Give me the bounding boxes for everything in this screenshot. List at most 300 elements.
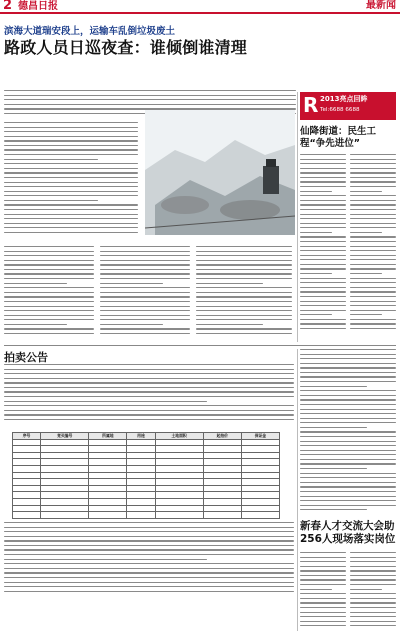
auction-cell: [127, 465, 155, 472]
auction-cell: [127, 505, 155, 512]
text-line-placeholder: [196, 310, 292, 311]
text-line-placeholder: [350, 236, 396, 237]
text-line-placeholder: [300, 418, 396, 419]
auction-cell: [203, 472, 241, 479]
text-line-placeholder: [4, 387, 294, 388]
text-line-placeholder: [4, 154, 138, 155]
auction-cell: [203, 479, 241, 486]
text-line-placeholder: [300, 319, 346, 320]
text-line-placeholder: [4, 391, 294, 392]
text-line-placeholder: [300, 227, 346, 228]
text-line-placeholder: [4, 405, 294, 406]
auction-cell: [41, 446, 89, 453]
text-line-placeholder: [300, 259, 346, 260]
auction-cell: [127, 439, 155, 446]
text-line-placeholder: [4, 554, 294, 555]
text-line-placeholder: [300, 223, 346, 224]
text-line-placeholder: [350, 296, 396, 297]
text-line-placeholder: [300, 454, 396, 455]
text-line-placeholder: [4, 204, 138, 205]
text-line-placeholder: [350, 579, 396, 580]
text-line-placeholder: [350, 259, 396, 260]
text-line-placeholder: [300, 445, 396, 446]
lead-kicker: 滨海大道瑞安段上，运输车乱倒垃圾废土: [4, 26, 176, 37]
lead-headline: 路政人员日巡夜查：谁倾倒谁清理: [4, 38, 248, 57]
text-line-placeholder: [350, 241, 396, 242]
auction-cell: [127, 492, 155, 499]
text-line-placeholder: [350, 589, 382, 590]
text-line-placeholder: [300, 570, 346, 571]
text-line-placeholder: [350, 310, 396, 311]
text-line-placeholder: [300, 450, 396, 451]
text-line-placeholder: [300, 399, 396, 400]
sidebar-body-right: [350, 154, 396, 334]
text-line-placeholder: [300, 409, 396, 410]
text-line-placeholder: [4, 269, 94, 270]
text-line-placeholder: [4, 182, 138, 183]
text-line-placeholder: [4, 232, 138, 233]
auction-cell: [127, 512, 155, 519]
col-area: 土地面积: [155, 433, 203, 440]
text-line-placeholder: [350, 305, 396, 306]
auction-row: [13, 498, 280, 505]
text-line-placeholder: [100, 301, 190, 302]
auction-title: 拍卖公告: [4, 351, 48, 364]
lead-photo: [145, 110, 295, 235]
text-line-placeholder: [300, 204, 346, 205]
text-line-placeholder: [300, 363, 396, 364]
text-line-placeholder: [300, 367, 396, 368]
right-column-text: [300, 349, 396, 515]
text-line-placeholder: [300, 358, 396, 359]
text-line-placeholder: [300, 413, 396, 414]
text-line-placeholder: [300, 579, 346, 580]
auction-cell: [41, 492, 89, 499]
text-line-placeholder: [350, 323, 396, 324]
text-line-placeholder: [4, 195, 138, 196]
text-line-placeholder: [350, 177, 396, 178]
text-line-placeholder: [4, 104, 296, 105]
column-divider-right: [297, 92, 298, 342]
text-line-placeholder: [350, 602, 396, 603]
auction-cell: [155, 498, 203, 505]
auction-terms-text: [4, 522, 294, 596]
text-line-placeholder: [350, 204, 396, 205]
text-line-placeholder: [350, 314, 382, 315]
auction-cell: [13, 452, 41, 459]
text-line-placeholder: [196, 315, 292, 316]
text-line-placeholder: [350, 168, 396, 169]
text-line-placeholder: [4, 136, 138, 137]
text-line-placeholder: [350, 181, 396, 182]
text-line-placeholder: [4, 324, 67, 325]
text-line-placeholder: [350, 218, 396, 219]
auction-cell: [155, 459, 203, 466]
text-line-placeholder: [4, 159, 98, 160]
text-line-placeholder: [4, 401, 207, 402]
auction-cell: [89, 452, 127, 459]
text-line-placeholder: [300, 552, 346, 553]
text-line-placeholder: [4, 582, 294, 583]
auction-cell: [155, 446, 203, 453]
text-line-placeholder: [350, 552, 396, 553]
text-line-placeholder: [4, 191, 138, 192]
text-line-placeholder: [300, 268, 346, 269]
auction-row: [13, 465, 280, 472]
text-line-placeholder: [196, 273, 292, 274]
col-location: 所属地: [89, 433, 127, 440]
text-line-placeholder: [100, 264, 190, 265]
text-line-placeholder: [196, 287, 292, 288]
text-line-placeholder: [4, 410, 294, 411]
sidebar-badge: [300, 92, 396, 120]
section-label: 最新闻: [366, 0, 396, 11]
text-line-placeholder: [4, 536, 294, 537]
auction-cell: [89, 498, 127, 505]
text-line-placeholder: [300, 301, 346, 302]
sidebar-body-left: [300, 154, 346, 334]
auction-cell: [127, 459, 155, 466]
col-start-price: 起拍价: [203, 433, 241, 440]
auction-cell: [13, 446, 41, 453]
text-line-placeholder: [4, 586, 294, 587]
lead-body-col-3: [100, 246, 190, 342]
text-line-placeholder: [4, 306, 94, 307]
text-line-placeholder: [4, 522, 294, 523]
auction-row: [13, 479, 280, 486]
text-line-placeholder: [300, 404, 396, 405]
auction-cell: [127, 485, 155, 492]
text-line-placeholder: [300, 354, 396, 355]
auction-cell: [127, 498, 155, 505]
text-line-placeholder: [100, 315, 190, 316]
text-line-placeholder: [300, 621, 346, 622]
auction-cell: [89, 446, 127, 453]
text-line-placeholder: [196, 255, 292, 256]
lead-body-col-1: [4, 122, 138, 240]
text-line-placeholder: [196, 283, 263, 284]
text-line-placeholder: [4, 122, 138, 123]
text-line-placeholder: [4, 127, 138, 128]
text-line-placeholder: [350, 191, 382, 192]
text-line-placeholder: [196, 333, 292, 334]
text-line-placeholder: [196, 296, 292, 297]
text-line-placeholder: [4, 264, 94, 265]
text-line-placeholder: [350, 209, 396, 210]
talent-headline: 新春人才交流大会助256人现场落实岗位: [300, 520, 396, 545]
text-line-placeholder: [350, 301, 396, 302]
auction-row: [13, 452, 280, 459]
text-line-placeholder: [300, 575, 346, 576]
auction-cell: [203, 492, 241, 499]
text-line-placeholder: [4, 531, 294, 532]
text-line-placeholder: [300, 436, 396, 437]
text-line-placeholder: [4, 310, 94, 311]
auction-cell: [89, 512, 127, 519]
text-line-placeholder: [4, 292, 94, 293]
auction-cell: [41, 485, 89, 492]
auction-cell: [203, 505, 241, 512]
text-line-placeholder: [350, 186, 396, 187]
auction-table: [12, 432, 280, 519]
text-line-placeholder: [300, 236, 346, 237]
text-line-placeholder: [350, 246, 396, 247]
auction-cell: [155, 512, 203, 519]
text-line-placeholder: [300, 159, 346, 160]
text-line-placeholder: [300, 214, 346, 215]
text-line-placeholder: [350, 250, 396, 251]
text-line-placeholder: [300, 163, 346, 164]
text-line-placeholder: [4, 140, 138, 141]
text-line-placeholder: [300, 381, 396, 382]
text-line-placeholder: [196, 292, 292, 293]
text-line-placeholder: [300, 154, 346, 155]
auction-cell: [89, 485, 127, 492]
auction-cell: [241, 492, 279, 499]
text-line-placeholder: [4, 319, 94, 320]
section-divider: [4, 345, 396, 346]
lead-body-col-4: [196, 246, 292, 342]
text-line-placeholder: [4, 333, 94, 334]
col-lot: 竞买编号: [41, 433, 89, 440]
auction-cell: [41, 505, 89, 512]
auction-cell: [241, 498, 279, 505]
text-line-placeholder: [100, 328, 190, 329]
text-line-placeholder: [4, 283, 67, 284]
text-line-placeholder: [196, 246, 292, 247]
auction-cell: [13, 472, 41, 479]
text-line-placeholder: [4, 223, 138, 224]
col-usage: 用途: [127, 433, 155, 440]
text-line-placeholder: [300, 505, 396, 506]
text-line-placeholder: [350, 227, 396, 228]
text-line-placeholder: [4, 218, 138, 219]
text-line-placeholder: [350, 163, 396, 164]
auction-cell: [89, 459, 127, 466]
text-line-placeholder: [300, 241, 346, 242]
text-line-placeholder: [4, 364, 294, 365]
text-line-placeholder: [350, 264, 396, 265]
auction-cell: [13, 459, 41, 466]
auction-intro-text: [4, 364, 294, 428]
auction-cell: [155, 452, 203, 459]
auction-cell: [41, 512, 89, 519]
auction-cell: [203, 512, 241, 519]
auction-cell: [241, 505, 279, 512]
text-line-placeholder: [300, 282, 346, 283]
text-line-placeholder: [300, 496, 396, 497]
auction-table-header: [13, 433, 280, 440]
text-line-placeholder: [4, 90, 296, 91]
text-line-placeholder: [4, 200, 98, 201]
text-line-placeholder: [350, 214, 396, 215]
text-line-placeholder: [4, 260, 94, 261]
text-line-placeholder: [100, 283, 163, 284]
text-line-placeholder: [4, 373, 294, 374]
text-line-placeholder: [300, 250, 346, 251]
text-line-placeholder: [4, 315, 94, 316]
text-line-placeholder: [4, 568, 294, 569]
auction-cell: [89, 472, 127, 479]
auction-cell: [203, 465, 241, 472]
auction-row: [13, 446, 280, 453]
text-line-placeholder: [4, 301, 94, 302]
auction-cell: [155, 492, 203, 499]
text-line-placeholder: [300, 390, 396, 391]
text-line-placeholder: [350, 607, 396, 608]
auction-row: [13, 485, 280, 492]
auction-cell: [127, 452, 155, 459]
text-line-placeholder: [300, 482, 396, 483]
text-line-placeholder: [350, 566, 396, 567]
auction-cell: [13, 485, 41, 492]
text-line-placeholder: [196, 269, 292, 270]
auction-cell: [203, 498, 241, 505]
text-line-placeholder: [300, 246, 346, 247]
auction-row: [13, 505, 280, 512]
text-line-placeholder: [300, 509, 367, 510]
text-line-placeholder: [350, 200, 396, 201]
text-line-placeholder: [300, 291, 346, 292]
text-line-placeholder: [100, 319, 190, 320]
text-line-placeholder: [4, 172, 138, 173]
text-line-placeholder: [300, 181, 346, 182]
text-line-placeholder: [350, 575, 396, 576]
auction-cell: [155, 465, 203, 472]
text-line-placeholder: [350, 621, 396, 622]
text-line-placeholder: [100, 292, 190, 293]
text-line-placeholder: [300, 468, 367, 469]
text-line-placeholder: [350, 282, 396, 283]
page-number: 2: [3, 0, 13, 13]
text-line-placeholder: [4, 186, 138, 187]
auction-cell: [127, 446, 155, 453]
text-line-placeholder: [350, 172, 396, 173]
lead-photo-image: [145, 110, 295, 235]
text-line-placeholder: [350, 268, 396, 269]
text-line-placeholder: [300, 232, 332, 233]
text-line-placeholder: [350, 195, 396, 196]
text-line-placeholder: [300, 584, 346, 585]
text-line-placeholder: [300, 486, 396, 487]
text-line-placeholder: [100, 269, 190, 270]
text-line-placeholder: [350, 570, 396, 571]
auction-cell: [127, 479, 155, 486]
text-line-placeholder: [4, 549, 294, 550]
text-line-placeholder: [4, 131, 138, 132]
text-line-placeholder: [300, 386, 367, 387]
auction-cell: [13, 439, 41, 446]
text-line-placeholder: [300, 422, 396, 423]
auction-cell: [241, 479, 279, 486]
text-line-placeholder: [4, 209, 138, 210]
auction-cell: [241, 485, 279, 492]
text-line-placeholder: [4, 396, 294, 397]
text-line-placeholder: [300, 427, 367, 428]
text-line-placeholder: [4, 296, 94, 297]
auction-cell: [89, 492, 127, 499]
text-line-placeholder: [300, 616, 346, 617]
text-line-placeholder: [350, 278, 396, 279]
text-line-placeholder: [300, 278, 346, 279]
text-line-placeholder: [100, 278, 190, 279]
text-line-placeholder: [300, 200, 346, 201]
auction-cell: [89, 439, 127, 446]
text-line-placeholder: [300, 463, 396, 464]
auction-cell: [203, 446, 241, 453]
text-line-placeholder: [300, 557, 346, 558]
text-line-placeholder: [4, 278, 94, 279]
auction-cell: [203, 485, 241, 492]
text-line-placeholder: [300, 305, 346, 306]
text-line-placeholder: [300, 186, 346, 187]
auction-cell: [241, 439, 279, 446]
text-line-placeholder: [100, 306, 190, 307]
text-line-placeholder: [300, 172, 346, 173]
sidebar-headline: 仙降街道：民生工程“争先进位”: [300, 126, 377, 149]
text-line-placeholder: [300, 477, 396, 478]
auction-cell: [13, 492, 41, 499]
text-line-placeholder: [4, 414, 294, 415]
auction-row: [13, 512, 280, 519]
text-line-placeholder: [300, 441, 396, 442]
col-index: 序号: [13, 433, 41, 440]
text-line-placeholder: [100, 273, 190, 274]
text-line-placeholder: [300, 287, 346, 288]
text-line-placeholder: [4, 287, 94, 288]
text-line-placeholder: [4, 251, 94, 252]
text-line-placeholder: [4, 177, 138, 178]
text-line-placeholder: [300, 264, 346, 265]
text-line-placeholder: [4, 591, 294, 592]
auction-cell: [41, 439, 89, 446]
text-line-placeholder: [100, 246, 190, 247]
text-line-placeholder: [350, 561, 396, 562]
auction-row: [13, 439, 280, 446]
text-line-placeholder: [4, 563, 294, 564]
auction-cell: [241, 459, 279, 466]
text-line-placeholder: [100, 324, 163, 325]
text-line-placeholder: [196, 319, 292, 320]
text-line-placeholder: [4, 577, 294, 578]
text-line-placeholder: [4, 99, 296, 100]
auction-cell: [41, 479, 89, 486]
text-line-placeholder: [4, 168, 138, 169]
text-line-placeholder: [4, 227, 138, 228]
text-line-placeholder: [350, 625, 396, 626]
auction-cell: [41, 498, 89, 505]
text-line-placeholder: [100, 310, 190, 311]
auction-cell: [241, 512, 279, 519]
text-line-placeholder: [4, 545, 294, 546]
text-line-placeholder: [350, 154, 396, 155]
text-line-placeholder: [300, 566, 346, 567]
text-line-placeholder: [196, 278, 292, 279]
text-line-placeholder: [4, 163, 138, 164]
text-line-placeholder: [300, 589, 332, 590]
text-line-placeholder: [4, 273, 94, 274]
text-line-placeholder: [100, 296, 190, 297]
text-line-placeholder: [300, 376, 396, 377]
text-line-placeholder: [350, 273, 382, 274]
masthead-bar: [0, 0, 400, 14]
text-line-placeholder: [196, 264, 292, 265]
auction-cell: [41, 459, 89, 466]
auction-cell: [155, 505, 203, 512]
text-line-placeholder: [300, 500, 396, 501]
text-line-placeholder: [300, 598, 346, 599]
sidebar-badge-title: 2013亮点回眸: [320, 95, 368, 103]
